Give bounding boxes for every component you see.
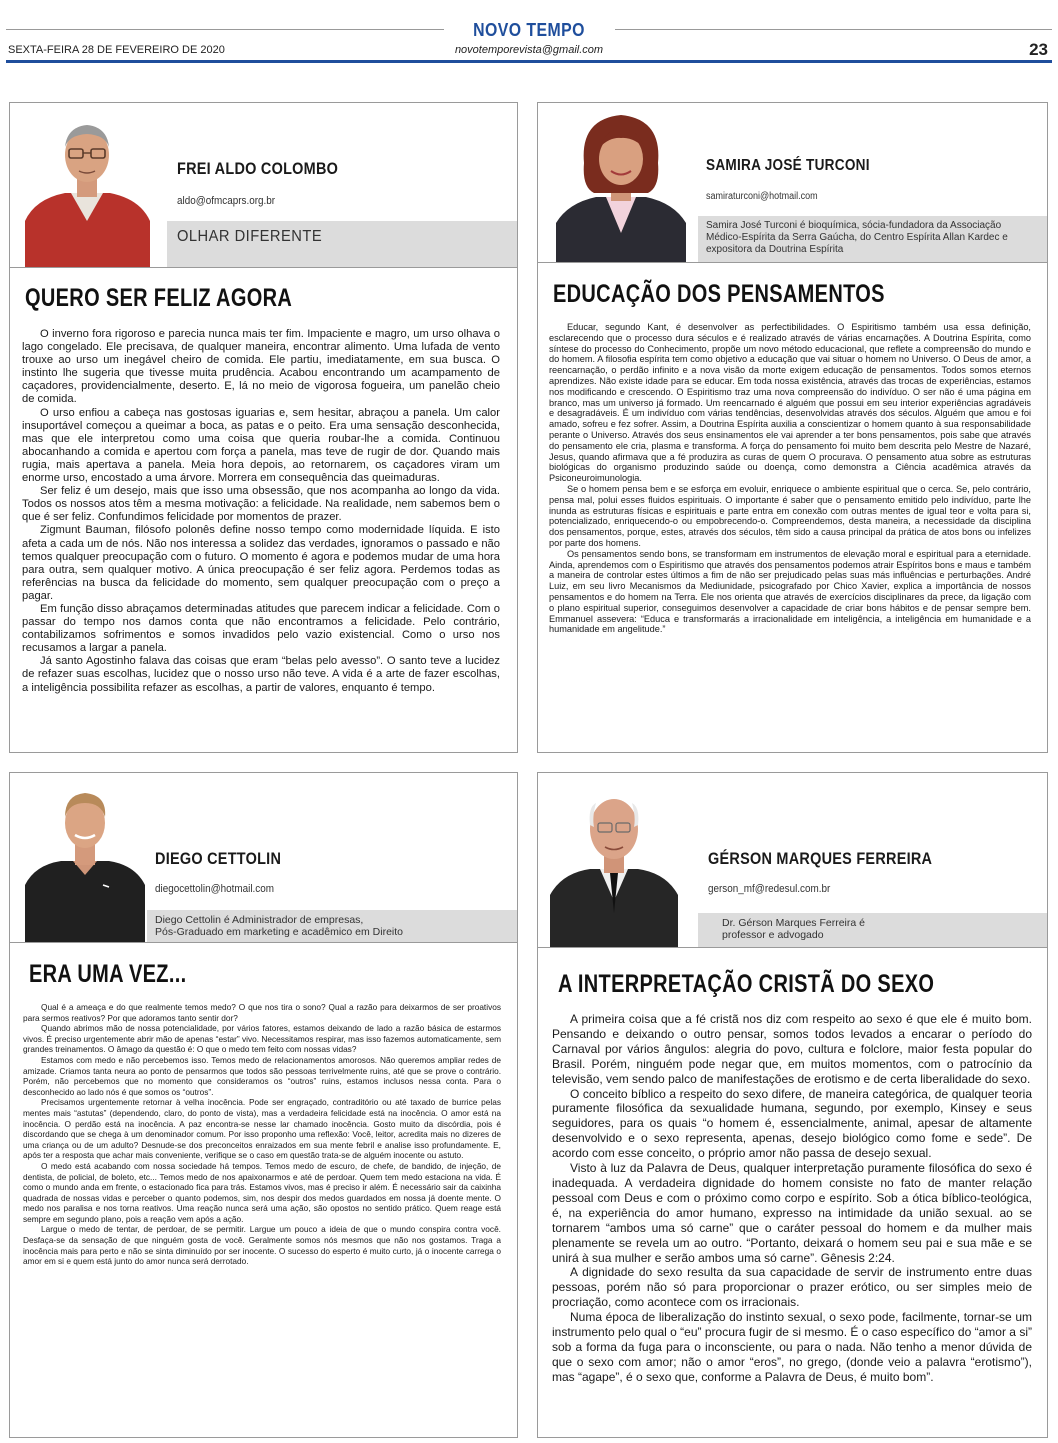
- author-header-gerson: [537, 772, 1048, 948]
- paragraph: Numa época de liberalização do instinto sexual, o sexo pode, facilmente, tornar-se um instrumento pelo qual o “eu” procura fugir de si mesmo. É o caso específico do “amor a si” sob a forma da fuga para o inconsciente, ou para o nada. Não tenho a menor dúvida de que o sexo com amor; não o amor “eros”, no grego, (donde veio a palavra “erotismo”), mas “agape”, é o sexo que, conforme a Palavra de Deus, é muito bom”.: [552, 1310, 1032, 1384]
- column-name-banner: [167, 221, 517, 267]
- paragraph: A dignidade do sexo resulta da sua capacidade de servir de instrumento entre duas pessoas, porém não só para proporcionar o prazer erótico, ou ser simples meio de procriação, como acontece com os irracionais.: [552, 1265, 1032, 1310]
- author-email: gerson_mf@redesul.com.br: [708, 883, 831, 895]
- page-number: 23: [1029, 40, 1048, 59]
- author-photo-diego: [25, 773, 145, 942]
- author-email: diegocettolin@hotmail.com: [155, 883, 275, 895]
- bio-line: Diego Cettolin é Administrador de empresas,: [155, 914, 364, 926]
- newspaper-title: NOVO TEMPO: [473, 20, 585, 40]
- author-email: samiraturconi@hotmail.com: [706, 191, 818, 202]
- author-header-samira: [537, 102, 1048, 263]
- paragraph: O urso enfiou a cabeça nas gostosas iguarias e, sem hesitar, abraçou a panela. Um calor insuportável começou a queimar a boca, as patas e o peito. Era uma sensação desconhecida, mas que ele interpretou como uma coisa que queria roubar-lhe a comida. Continuou abocanhando a comida e apertou com força a panela, mas teve de rugir de dor. Quando mais rugia, mais apertava a panela. Meia hora depois, ao retornarem, os caçadores viram um enorme urso, encostado a uma árvore. Morrera em consequência das queimaduras.: [22, 406, 500, 485]
- column-name: OLHAR DIFERENTE: [177, 228, 323, 245]
- bio-line: expositora da Doutrina Espírita: [706, 244, 844, 255]
- author-name: SAMIRA JOSÉ TURCONI: [706, 157, 870, 174]
- article-body-frei-aldo: [22, 328, 500, 695]
- author-bio: [147, 910, 517, 942]
- paragraph: A primeira coisa que a fé cristã nos diz com respeito ao sexo é que ele é muito bom. Pensando e deixando o outro pensar, somos todos levados a encarar o período do Carnaval por vários ângulos: alegria do povo, cultura e folclore, maior festa popular do Brasil. Porém, ninguém pode negar que, em muitos momentos, com o patrocínio da televisão, vem sendo palco de manifestações de erotismo e de certa liberalidade do sexo.: [552, 1012, 1032, 1086]
- author-email: aldo@ofmcaprs.org.br: [177, 195, 276, 207]
- bio-line: Dr. Gérson Marques Ferreira é: [722, 917, 865, 929]
- author-bio: [698, 216, 1047, 262]
- paragraph: Ser feliz é um desejo, mais que isso uma obsessão, que nos acompanha ao longo da vida. Todos os nossos atos têm a mesma motivação: a felicidade. Na realidade, nem sabemos bem o que é ser feliz. Confundimos felicidade por momentos de prazer.: [22, 485, 500, 524]
- paragraph: O inverno fora rigoroso e parecia nunca mais ter fim. Impaciente e magro, um urso olhava o lago congelado. Ele precisava, de qualquer maneira, encontrar alimento. Uma lufada de vento trouxe ao urso um inegável cheiro de comida. Ele partiu, imediatamente, em sua busca. O instinto lhe sugeria que tivesse muita prudência. Acabou encontrando um acampamento de caçadores, providencialmente, deserto. E, lá no meio de vigorosa fogueira, um panelão cheio de comida.: [22, 328, 500, 406]
- bio-line: professor e advogado: [722, 929, 824, 941]
- author-photo-frei-aldo: [25, 103, 150, 267]
- author-header-frei-aldo: [9, 102, 518, 268]
- issue-date: SEXTA-FEIRA 28 DE FEVEREIRO DE 2020: [8, 44, 225, 56]
- paragraph: Já santo Agostinho falava das coisas que eram “belas pelo avesso”. O santo teve a lucidez de refazer suas escolhas, lucidez que o nosso urso não teve. A vida é a arte de fazer escolhas, a inteligência possibilita refazer as escolhas, a partir de valores, enquanto é tempo.: [22, 655, 500, 694]
- bio-line: Médico-Espírita da Serra Gaúcha, do Centro Espírita Allan Kardec e: [706, 232, 1008, 243]
- article-headline: EDUCAÇÃO DOS PENSAMENTOS: [553, 280, 885, 308]
- newspaper-email: novotemporevista@gmail.com: [454, 44, 604, 56]
- paragraph: O conceito bíblico a respeito do sexo difere, de maneira categórica, de qualquer teoria puramente filosófica da sexualidade humana, segundo, por exemplo, Kinsey e seus seguidores, para os quais “o homem é, essencialmente, animal, apesar de altamente desenvolvido e o sexo representa, apenas, desejo biológico como fome e sede”. De acordo com esse conceito, o próprio amor não passa de desejo sexual.: [552, 1086, 1032, 1161]
- article-body-samira: [549, 322, 1031, 635]
- author-name: DIEGO CETTOLIN: [155, 849, 282, 868]
- article-body-gerson: [552, 1012, 1032, 1385]
- paragraph: Em função disso abraçamos determinadas atitudes que parecem indicar a felicidade. Com o passar do tempo nos damos conta que não encontramos a felicidade. Pelo contrário, contabilizamos sofrimentos e somos invadidos pelo vazio existencial. Como o urso nos recusamos a largar a panela.: [22, 602, 500, 655]
- author-bio: [698, 913, 1047, 947]
- author-header-diego: [9, 772, 518, 943]
- paragraph: Educar, segundo Kant, é desenvolver as perfectibilidades. O Espiritismo também usa essa definição, esclarecendo que o processo dura séculos e é realizado através de várias encarnações. A Doutrina Espírita, como síntese do processo do Conhecimento, propõe um novo método educacional, que reflete a compreensão do mundo e do homem. A filosofia espírita tem como objetivo a educação que vai situar o homem no Universo. O Deus de amor, a reencarnação, o perdão infinito e a nova visão da morte exigem educação de pensamentos. Todos somos eternos aprendizes. Não existe idade para se educar. Em toda nossa existência, através das trocas de experiências, estamos nos modificando e crescendo. O Espiritismo traz uma nova compreensão do indivíduo. O ser não é uma página em branco, mas um universo já formado. Um reencarnado é alguém que possui em seu interior experiências agradáveis e desagradáveis. É um indivíduo com várias tendências, desenvolvidas através dos séculos. Alguém que amou e foi amado, sofreu e fez sofrer. Assim, a Doutrina Espírita auxilia a conscientizar o homem quanto à sua responsabilidade perante o Universo. Através dos seus ensinamentos ele vai aprender a ter bons pensamentos, pois sabe que através do pensamento ele cria, plasma e transforma. A força do pensamento foi muito bem descrita pelo Mestre de Nazaré, Jesus, quando afirmava que a fé produzira as curas de quem O procurava. O pensamento atua sobre as estruturas biológicas do organismo produzindo saúde ou doença, como demonstra a Ciência acadêmica através da Psiconeuroimunologia.: [549, 322, 1031, 484]
- paragraph: Visto à luz da Palavra de Deus, qualquer interpretação puramente filosófica do sexo é inadequada. A verdadeira dignidade do homem consiste no fato de manter relação pessoal com Deus e com o próximo como corpo e espírito. Sob a ótica bíblico-teológica, é, na experiência do amor humano, expresso na intimidade da união sexual. ao se tornarem “ambos uma só carne” que o caráter pessoal do homem e da mulher mais plenamente se revela um ao outro. “Portanto, deixará o homem seu pai e sua mãe e se unirá à sua mulher e serão ambos uma só carne”. Gênesis 2:24.: [552, 1161, 1032, 1265]
- paragraph: Qual é a ameaça e do que realmente temos medo? O que nos tira o sono? Qual a razão para deixarmos de ser proativos para sermos reativos? Por que adoramos tanto sentir dor?: [23, 1002, 501, 1023]
- paragraph: Precisamos urgentemente retornar à velha inocência. Pode ser engraçado, contraditório ou até taxado de burrice pelas mentes mais “astutas” (dependendo, claro, do ponto de vista), mas a verdadeira felicidade está na inocência. O amor está na inocência. O perdão está na inocência. A paz encontra-se nesse lar chamado inocência. Gosto muito da discórdia, pois é discordando que se chega à um denominador comum. Por isso proponho uma reflexão: Você, leitor, acredita mais no dizeres de uma criança ou de um adulto? Desnude-se dos preconceitos enraizados em sua mente febril e analise isso profundamente. E, após ter a resposta que achar mais conveniente, verifique se o caso em questão trata-se de alguém inocente ou astuto.: [23, 1097, 501, 1161]
- paragraph: Quando abrimos mão de nossa potencialidade, por vários fatores, estamos deixando de lado a razão básica de estarmos vivos. É preciso urgentemente abrir mão de apenas “estar” vivo. Necessitamos respirar, mas isso fazemos automaticamente, sem grandes treinamentos. O âmago da questão é: O que o medo tem feito com nossas vidas?: [23, 1023, 501, 1055]
- paragraph: O medo está acabando com nossa sociedade há tempos. Temos medo de escuro, de chefe, de bandido, de injeção, de dentista, de policial, de boleto, etc... Temos medo de nos apaixonarmos e até de perdoar. Quem tem medo estaciona na vida. É como o mundo anda em frente, o estacionado fica para trás. Estamos vivos, mas é preciso ir além. É necessário sair da caixinha quadrada de nossas vidas e perceber o quanto podemos, sim, nos despir dos medos guardados em nossa já doente mente. O medo nos paralisa e nos torna reativos. Uma reação nunca será uma ação, são opostos no sentido prático. Quem reage está sempre em segundo plano, pois a reação vem após a ação.: [23, 1160, 501, 1224]
- paragraph: Largue o medo de tentar, de perdoar, de se permitir. Largue um pouco a ideia de que o mundo conspira contra você. Desfaça-se da sensação de que ninguém gosta de você. Geralmente somos nós mesmos que não nos gostamos. Traga a inocência mais para perto e não se sinta diminuído por ser inocente. O sucesso do esperto é muito curto, já o inocente carrega o amor em si e quem está junto do amor nunca será derrotado.: [23, 1224, 501, 1267]
- paragraph: Os pensamentos sendo bons, se transformam em instrumentos de elevação moral e espiritual para a eternidade. Ainda, aprendemos com o Espiritismo que através dos pensamentos podemos atrair Espíritos bons e maus e também a maneira de controlar estes últimos a fim de não ser prejudicado pelas suas más influências e perturbações. André Luiz, em seu livro Mecanismos da Mediunidade, psicografado por Chico Xavier, explica a importância de nossos pensamentos e do homem na Terra. Ele nos orienta que através de exercícios disciplinares da prece, da ligação com o plano espiritual superior, conseguimos desenvolver a capacidade de criar bons hábitos e de pensar sempre bem. Emmanuel assevera: “Educa e transformarás a irracionalidade em inteligência, a inteligência em humanidade e a humanidade em angelitude.”: [549, 548, 1031, 635]
- author-name: GÉRSON MARQUES FERREIRA: [708, 849, 933, 868]
- paragraph: Estamos com medo e não percebemos isso. Temos medo de relacionamentos amorosos. Não queremos ampliar redes de amizade. Criamos tanta neura ao ponto de pensarmos que todos são pessoas terrivelmente ruins, até que se prove o contrário. Porém, não percebemos que no momento que consideramos os “outros” ruins, estamos inclusos nessa conta. Para o desconhecido ao lado nós é que somos os “outros”.: [23, 1054, 501, 1097]
- header-rule: [6, 60, 1052, 63]
- paragraph: Se o homem pensa bem e se esforça em evoluir, enriquece o ambiente espiritual que o cerca. Se, pelo contrário, pensa mal, polui esses fluidos espirituais. O importante é saber que o pensamento emitido pelo indivíduo, parte lhe inunda as estruturas físicas e espirituais e parte entra em conexão com outras mentes de igual teor e volta para si, potencializado, enriquecendo-o ou empobrecendo-o. Compreendemos, desta maneira, a necessidade da disciplina dos pensamentos, porque, estes, através dos séculos, têm sido a causa principal da prática de atos bons ou infelizes por parte dos homens.: [549, 483, 1031, 548]
- bio-line: Pós-Graduado em marketing e acadêmico em Direito: [155, 926, 404, 938]
- paragraph: Zigmunt Bauman, filósofo polonês define nosso tempo como modernidade líquida. E isto afeta a cada um de nós. Não nos interessa a solidez das verdades, ignoramos o passado e não temos qualquer preocupação com o futuro. O momento é agora e podemos mudar de uma hora para outra, sem qualquer motivo. A única preocupação é ser feliz agora. Perdemos todas as referências na busca da felicidade do momento, sem qualquer preocupação com o preço a pagar.: [22, 524, 500, 602]
- article-body-diego: [23, 1002, 501, 1267]
- article-headline: A INTERPRETAÇÃO CRISTÃ DO SEXO: [558, 970, 935, 998]
- article-headline: ERA UMA VEZ...: [29, 960, 187, 988]
- bio-line: Samira José Turconi é bioquímica, sócia-fundadora da Associação: [706, 220, 1002, 231]
- author-photo-samira: [556, 103, 686, 262]
- author-photo-gerson: [550, 773, 678, 947]
- author-name: FREI ALDO COLOMBO: [177, 159, 339, 178]
- article-headline: QUERO SER FELIZ AGORA: [25, 284, 293, 312]
